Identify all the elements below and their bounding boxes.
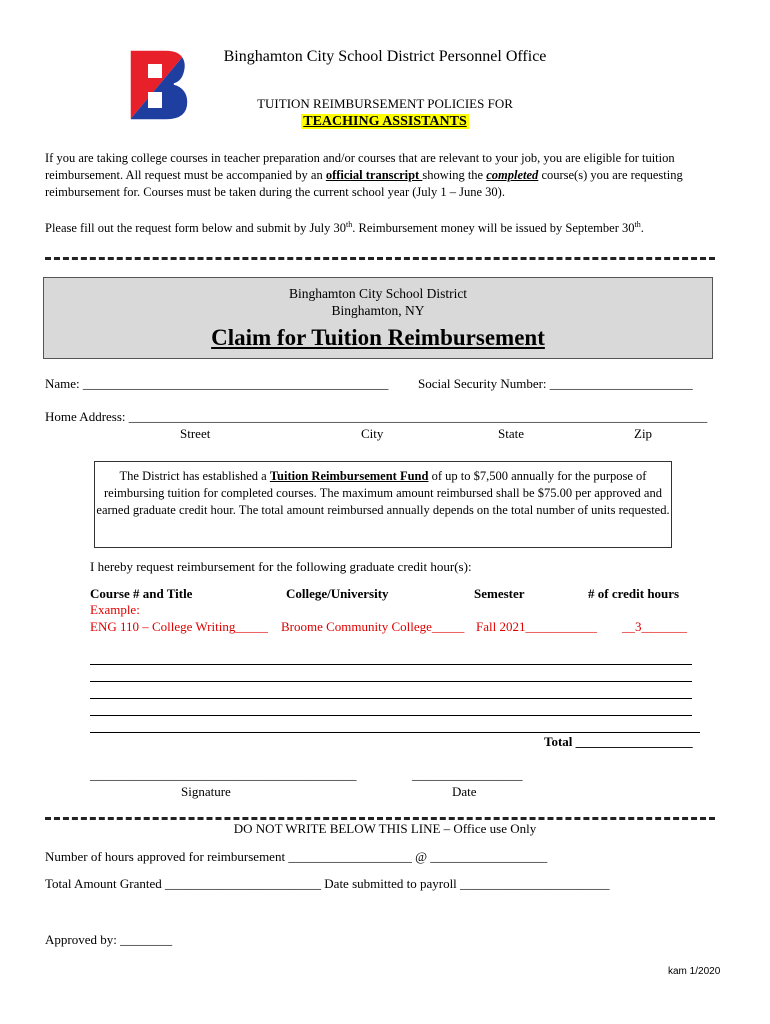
course-entry-line[interactable] — [90, 715, 692, 716]
street-label: Street — [180, 426, 211, 441]
example-college: Broome Community College_____ — [281, 619, 465, 634]
office-use-notice: DO NOT WRITE BELOW THIS LINE – Office use Only — [233, 821, 537, 836]
signature-label: Signature — [181, 784, 231, 799]
col-college-header: College/University — [286, 586, 389, 601]
total-granted-field[interactable]: Total Amount Granted ________________________ Date submitted to payroll _______________________ — [45, 876, 610, 891]
total-field[interactable]: Total __________________ — [544, 734, 693, 749]
approved-by-field[interactable]: Approved by: ________ — [45, 932, 173, 947]
policy-highlight: TEACHING ASSISTANTS — [303, 114, 467, 129]
hours-approved-field[interactable]: Number of hours approved for reimbursement ___________________ @ __________________ — [45, 849, 548, 864]
col-hours-header: # of credit hours — [588, 586, 680, 601]
deadline-paragraph: Please fill out the request form below and submit by July 30th. Reimbursement money will be issued by September 30th. — [45, 220, 644, 236]
intro-paragraph: If you are taking college courses in teacher preparation and/or courses that are relevant to your job, you are eligible for tuition reimbursement. All request must be accompanied by an official transcript showing the completed course(s) you are requesting reimbursement for. Courses must be taken during the current school year (July 1 – June 30). — [45, 151, 683, 199]
date-label: Date — [452, 784, 477, 799]
city-label: City — [361, 426, 384, 441]
claim-header-box — [43, 277, 713, 359]
state-label: State — [498, 426, 524, 441]
fund-info-box: The District has established a Tuition Reimbursement Fund of up to $7,500 annually for the purpose of reimbursing tuition for completed courses. The maximum amount reimbursed shall be $75.00 per approved and earned graduate credit hour. The total amount reimbursed annually depends on the total number of units requested. — [94, 461, 672, 548]
example-hours: __3_______ — [622, 619, 687, 634]
claim-district: Binghamton City School District — [288, 286, 468, 301]
section-divider — [45, 257, 715, 260]
course-entry-line[interactable] — [90, 681, 692, 682]
date-line[interactable]: _________________ — [412, 767, 523, 782]
home-address-field[interactable]: Home Address: _________________________________________________________________________________________ — [45, 409, 708, 424]
claim-city: Binghamton, NY — [331, 303, 425, 318]
footer-code: kam 1/2020 — [668, 966, 721, 977]
name-field[interactable]: Name: _______________________________________________ — [45, 376, 389, 391]
zip-label: Zip — [634, 426, 653, 441]
course-entry-line[interactable] — [90, 732, 700, 733]
example-label: Example: — [90, 602, 140, 617]
col-semester-header: Semester — [474, 586, 525, 601]
signature-line[interactable]: _________________________________________ — [90, 767, 357, 782]
claim-title: Claim for Tuition Reimbursement — [211, 325, 545, 350]
request-intro: I hereby request reimbursement for the following graduate credit hour(s): — [90, 559, 472, 574]
example-semester: Fall 2021___________ — [476, 619, 597, 634]
col-course-header: Course # and Title — [90, 586, 193, 601]
course-entry-line[interactable] — [90, 664, 692, 665]
ssn-field[interactable]: Social Security Number: ______________________ — [418, 376, 693, 391]
office-title: Binghamton City School District Personnel Office — [223, 48, 547, 65]
course-entry-line[interactable] — [90, 698, 692, 699]
policy-line: TUITION REIMBURSEMENT POLICIES FOR — [257, 96, 513, 111]
office-divider — [45, 817, 715, 820]
example-course: ENG 110 – College Writing_____ — [90, 619, 268, 634]
